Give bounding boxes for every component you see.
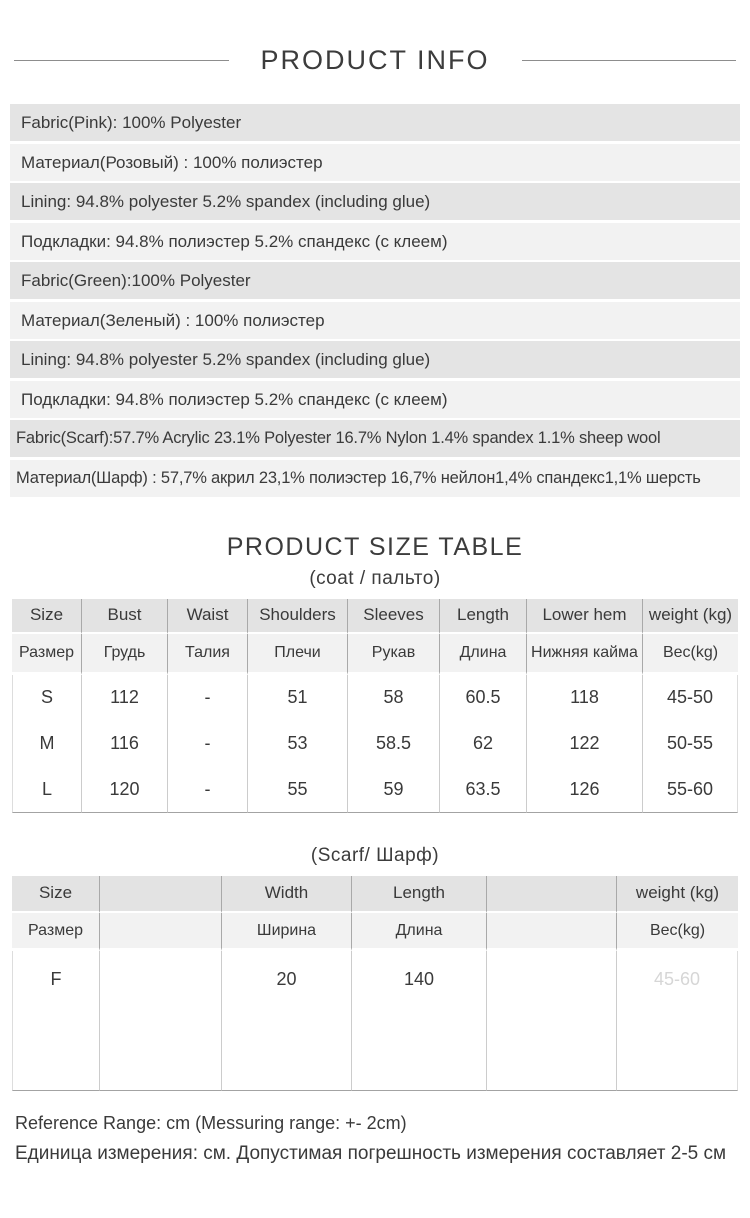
- info-row-material-pink: Материал(Розовый) : 100% полиэстер: [10, 144, 740, 181]
- cell-s-sleeves: 58: [348, 675, 440, 721]
- cell-m-size: M: [12, 721, 82, 767]
- scarf-table-header-en: [12, 876, 738, 913]
- coat-header-size: Size: [12, 599, 82, 634]
- info-row-fabric-pink: Fabric(Pink): 100% Polyester: [10, 104, 740, 141]
- title-right-rule: [522, 60, 737, 61]
- page-title-row: [0, 0, 750, 76]
- info-row-podkladki-1: Подкладки: 94.8% полиэстер 5.2% спандекс (с клеем): [10, 223, 740, 260]
- cell-m-waist: -: [168, 721, 248, 767]
- cell-m-sleeves: 58.5: [348, 721, 440, 767]
- coat-header-waist: Waist: [168, 599, 248, 634]
- cell-s-lower-hem: 118: [527, 675, 643, 721]
- cell-f-weight: 45-60: [617, 951, 738, 1091]
- coat-header-taliya: Талия: [168, 634, 248, 675]
- cell-s-size: S: [12, 675, 82, 721]
- info-row-material-green: Материал(Зеленый) : 100% полиэстер: [10, 302, 740, 339]
- reference-range-ru: Единица измерения: см. Допустимая погрешность измерения составляет 2-5 см: [15, 1142, 727, 1164]
- coat-header-sleeves: Sleeves: [348, 599, 440, 634]
- scarf-header-empty-4: [487, 913, 617, 951]
- info-row-material-scarf: Материал(Шарф) : 57,7% акрил 23,1% полиэстер 16,7% нейлон1,4% спандекс1,1% шерсть: [10, 460, 740, 497]
- coat-header-grud: Грудь: [82, 634, 168, 675]
- scarf-header-shirina: Ширина: [222, 913, 352, 951]
- scarf-header-length: Length: [352, 876, 487, 913]
- scarf-table-header-ru: [12, 913, 738, 951]
- scarf-header-empty-1: [100, 876, 222, 913]
- cell-s-waist: -: [168, 675, 248, 721]
- coat-header-shoulders: Shoulders: [248, 599, 348, 634]
- coat-table-header-ru: [12, 634, 738, 675]
- coat-size-table: [12, 599, 738, 813]
- scarf-header-width: Width: [222, 876, 352, 913]
- cell-f-empty-1: [100, 951, 222, 1091]
- cell-f-length: 140: [352, 951, 487, 1091]
- scarf-header-ves: Вес(kg): [617, 913, 738, 951]
- scarf-table-title: (Scarf/ Шарф): [310, 844, 440, 866]
- cell-l-weight: 55-60: [643, 767, 738, 813]
- cell-l-size: L: [12, 767, 82, 813]
- cell-l-sleeves: 59: [348, 767, 440, 813]
- scarf-header-razmer: Размер: [12, 913, 100, 951]
- scarf-header-empty-3: [100, 913, 222, 951]
- cell-s-shoulders: 51: [248, 675, 348, 721]
- scarf-size-table: [12, 876, 738, 1091]
- coat-header-length: Length: [440, 599, 527, 634]
- scarf-header-size: Size: [12, 876, 100, 913]
- coat-header-bust: Bust: [82, 599, 168, 634]
- product-info-list: [10, 104, 740, 497]
- coat-header-plechi: Плечи: [248, 634, 348, 675]
- info-row-lining-2: Lining: 94.8% polyester 5.2% spandex (including glue): [10, 341, 740, 378]
- cell-s-bust: 112: [82, 675, 168, 721]
- coat-header-lower-hem: Lower hem: [527, 599, 643, 634]
- cell-l-waist: -: [168, 767, 248, 813]
- coat-table-header-en: [12, 599, 738, 634]
- cell-s-length: 60.5: [440, 675, 527, 721]
- scarf-row-f: [12, 951, 738, 1091]
- coat-row-l: [12, 767, 738, 813]
- cell-l-bust: 120: [82, 767, 168, 813]
- coat-header-weight: weight (kg): [643, 599, 738, 634]
- coat-header-rukav: Рукав: [348, 634, 440, 675]
- cell-m-length: 62: [440, 721, 527, 767]
- cell-m-lower-hem: 122: [527, 721, 643, 767]
- title-left-rule: [14, 60, 229, 61]
- cell-f-empty-2: [487, 951, 617, 1091]
- info-row-lining-1: Lining: 94.8% polyester 5.2% spandex (including glue): [10, 183, 740, 220]
- coat-header-kayma: Нижняя кайма: [527, 634, 643, 675]
- scarf-header-weight: weight (kg): [617, 876, 738, 913]
- size-table-subtitle-coat: (coat / пальто): [309, 567, 441, 589]
- coat-row-s: [12, 675, 738, 721]
- info-row-podkladki-2: Подкладки: 94.8% полиэстер 5.2% спандекс (с клеем): [10, 381, 740, 418]
- scarf-header-empty-2: [487, 876, 617, 913]
- cell-m-shoulders: 53: [248, 721, 348, 767]
- cell-f-size: F: [12, 951, 100, 1091]
- cell-f-width: 20: [222, 951, 352, 1091]
- cell-l-shoulders: 55: [248, 767, 348, 813]
- cell-m-bust: 116: [82, 721, 168, 767]
- coat-row-m: [12, 721, 738, 767]
- page-title: PRODUCT INFO: [260, 45, 490, 75]
- cell-l-length: 63.5: [440, 767, 527, 813]
- measurement-notes: [15, 1109, 750, 1170]
- size-table-title: PRODUCT SIZE TABLE: [226, 532, 524, 561]
- scarf-header-dlina: Длина: [352, 913, 487, 951]
- coat-header-dlina: Длина: [440, 634, 527, 675]
- coat-header-ves: Вес(kg): [643, 634, 738, 675]
- info-row-fabric-scarf: Fabric(Scarf):57.7% Acrylic 23.1% Polyester 16.7% Nylon 1.4% spandex 1.1% sheep wool: [10, 420, 740, 457]
- info-row-fabric-green: Fabric(Green):100% Polyester: [10, 262, 740, 299]
- cell-l-lower-hem: 126: [527, 767, 643, 813]
- reference-range-en: Reference Range: cm (Messuring range: +- 2cm): [15, 1112, 407, 1133]
- cell-m-weight: 50-55: [643, 721, 738, 767]
- coat-header-razmer: Размер: [12, 634, 82, 675]
- cell-s-weight: 45-50: [643, 675, 738, 721]
